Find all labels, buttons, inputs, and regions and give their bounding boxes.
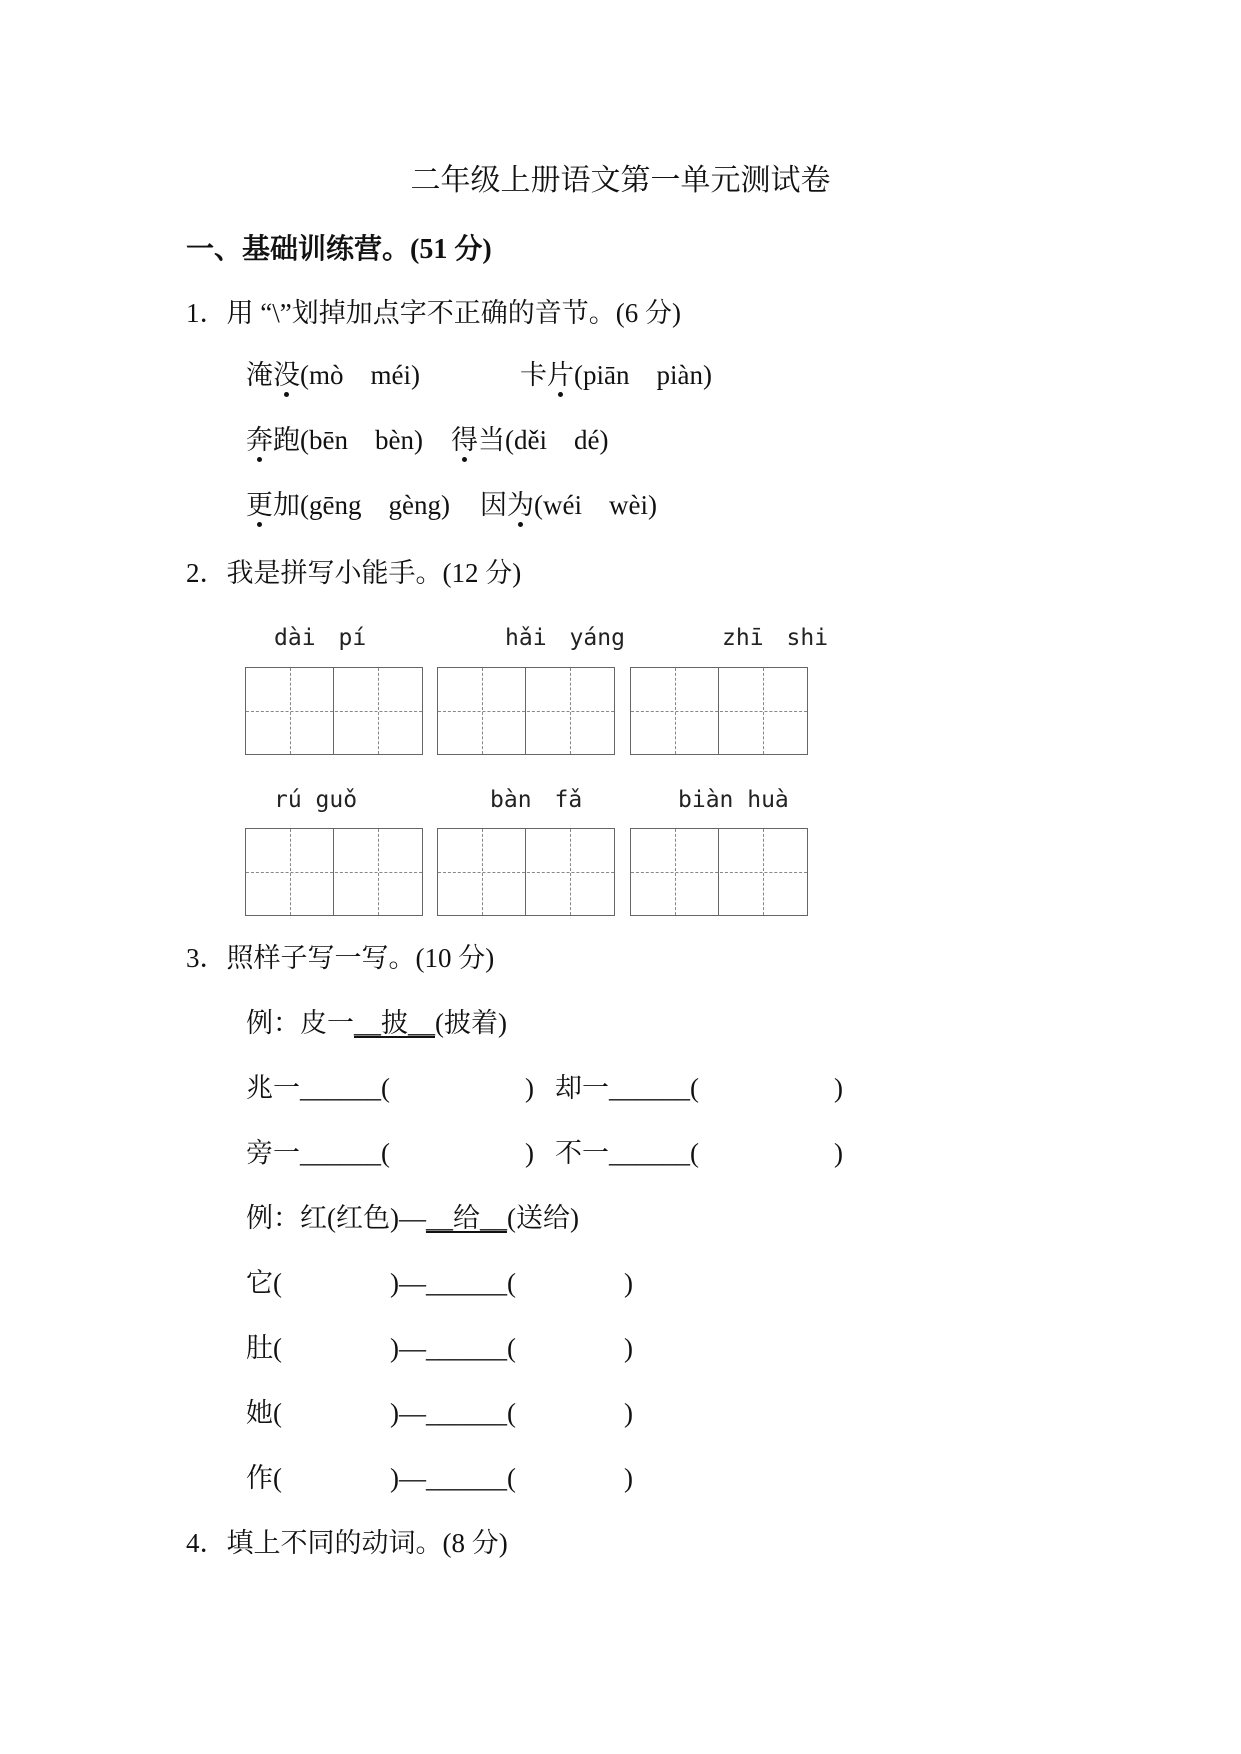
q1-item-5: 更加(gēng gèng) bbox=[246, 490, 450, 520]
page-title: 二年级上册语文第一单元测试卷 bbox=[410, 164, 831, 197]
writing-grid-3[interactable] bbox=[630, 667, 808, 755]
q1-item-6: 因为(wéi wèi) bbox=[480, 490, 657, 520]
question-1-label: 1．用 “\”划掉加点字不正确的音节。(6 分) bbox=[186, 298, 681, 328]
q1-item-1: 淹没(mò méi) bbox=[246, 360, 420, 390]
pinyin-2: hǎi yáng bbox=[505, 625, 625, 651]
q1-item-3: 奔跑(bēn bèn) bbox=[246, 425, 423, 455]
writing-grid-2[interactable] bbox=[437, 667, 615, 755]
q3-example-2: 例：红(红色)—__给__(送给) bbox=[246, 1203, 579, 1233]
question-4-label: 4．填上不同的动词。(8 分) bbox=[186, 1528, 508, 1558]
q3-row-1a[interactable]: 兆一______( ) bbox=[246, 1073, 534, 1103]
pinyin-5: bàn fǎ bbox=[490, 787, 583, 813]
q3-row-4[interactable]: 肚( )—______( ) bbox=[246, 1333, 633, 1363]
pinyin-6: biàn huà bbox=[678, 787, 789, 813]
q3-example-1: 例：皮一__披__(披着) bbox=[246, 1008, 507, 1038]
q3-row-6[interactable]: 作( )—______( ) bbox=[246, 1463, 633, 1493]
writing-grid-6[interactable] bbox=[630, 828, 808, 916]
q3-row-3[interactable]: 它( )—______( ) bbox=[246, 1268, 633, 1298]
q1-item-2: 卡片(piān piàn) bbox=[520, 360, 712, 390]
q3-row-2b[interactable]: 不一______( ) bbox=[555, 1138, 843, 1168]
pinyin-4: rú guǒ bbox=[274, 787, 358, 813]
q1-item-4: 得当(děi dé) bbox=[451, 425, 609, 455]
pinyin-3: zhī shi bbox=[722, 625, 829, 651]
question-3-label: 3．照样子写一写。(10 分) bbox=[186, 943, 495, 973]
writing-grid-4[interactable] bbox=[245, 828, 423, 916]
question-2-label: 2．我是拼写小能手。(12 分) bbox=[186, 558, 522, 588]
writing-grid-1[interactable] bbox=[245, 667, 423, 755]
q3-row-2a[interactable]: 旁一______( ) bbox=[246, 1138, 534, 1168]
q3-row-1b[interactable]: 却一______( ) bbox=[555, 1073, 843, 1103]
writing-grid-5[interactable] bbox=[437, 828, 615, 916]
pinyin-1: dài pí bbox=[274, 625, 367, 651]
section-heading: 一、基础训练营。(51 分) bbox=[186, 234, 492, 265]
q3-row-5[interactable]: 她( )—______( ) bbox=[246, 1398, 633, 1428]
